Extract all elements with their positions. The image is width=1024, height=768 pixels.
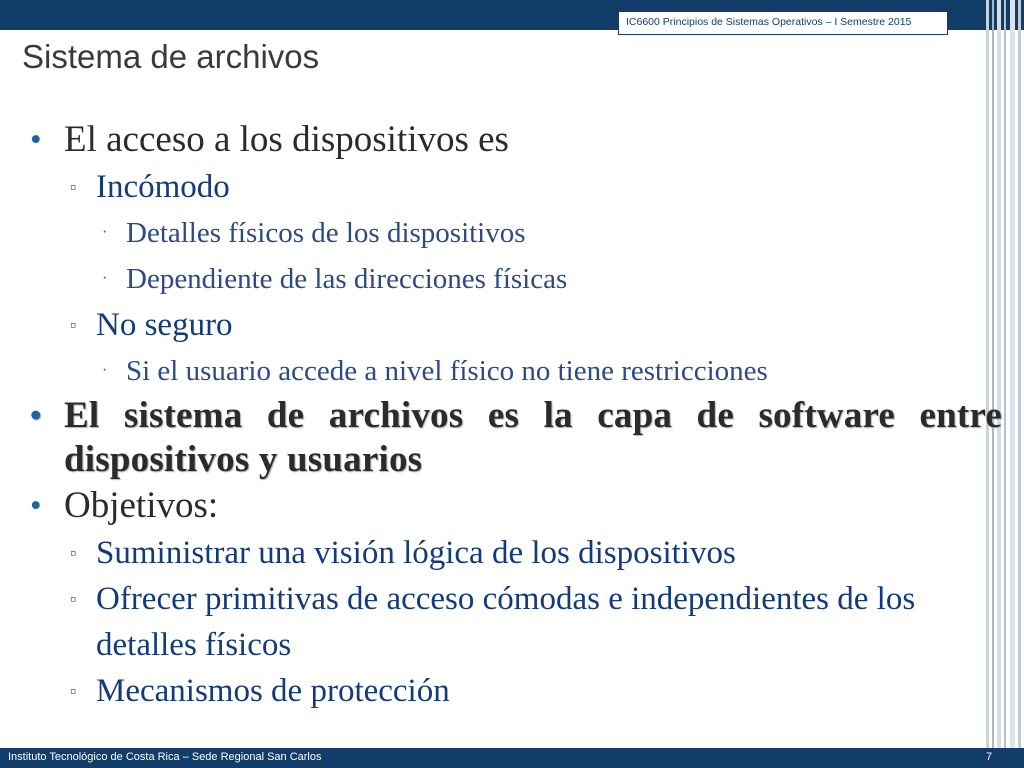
bullet-text: El acceso a los dispositivos es [64,119,509,160]
header-bar [0,0,1024,30]
bullet-marker-icon: · [102,224,108,241]
bullet-item-level2 [30,668,1002,714]
footer-institution: Instituto Tecnológico de Costa Rica – Sede Regional San Carlos [8,751,322,763]
page-number: 7 [986,751,993,763]
bullet-marker-icon: ▫ [70,543,77,563]
bullet-text: Suministrar una visión lógica de los dispositivos [96,535,736,571]
footer-bar [0,748,1024,768]
bullet-item-level3 [30,210,1002,256]
bullet-item-level1 [30,118,1002,162]
bullet-text: El sistema de archivos es la capa de software entre dispositivos y usuarios [64,395,1002,480]
bullet-item-level2 [30,530,1002,576]
bullet-marker-icon: ▫ [70,681,77,701]
bullet-item-level1 [30,394,1002,482]
slide-title: Sistema de archivos [22,38,320,75]
bullet-marker-icon: • [30,398,42,434]
bullet-item-level2 [30,302,1002,348]
bullet-marker-icon: · [102,362,108,379]
bullet-text: Incómodo [96,169,230,205]
bullet-marker-icon: • [30,488,42,524]
bullet-text: Ofrecer primitivas de acceso cómodas e independientes de los detalles físicos [96,581,916,663]
slide-content [30,118,1002,714]
bullet-text: Si el usuario accede a nivel físico no tiene restricciones [126,355,768,387]
bullet-item-level3 [30,348,1002,394]
bullet-marker-icon: ▫ [70,315,77,335]
bullet-marker-icon: ▫ [70,177,77,197]
bullet-marker-icon: · [102,270,108,287]
bullet-text: Dependiente de las direcciones físicas [126,263,568,295]
bullet-marker-icon: • [30,122,42,158]
bullet-item-level2 [30,576,1002,668]
bullet-text: Detalles físicos de los dispositivos [126,217,526,249]
bullet-text: No seguro [96,307,233,343]
bullet-item-level1 [30,484,1002,528]
bullet-item-level3 [30,256,1002,302]
bullet-text: Objetivos: [64,485,219,526]
course-header: IC6600 Principios de Sistemas Operativos – I Semestre 2015 [626,16,912,28]
bullet-marker-icon: ▫ [70,589,77,609]
bullet-text: Mecanismos de protección [96,673,450,709]
bullet-item-level2 [30,164,1002,210]
